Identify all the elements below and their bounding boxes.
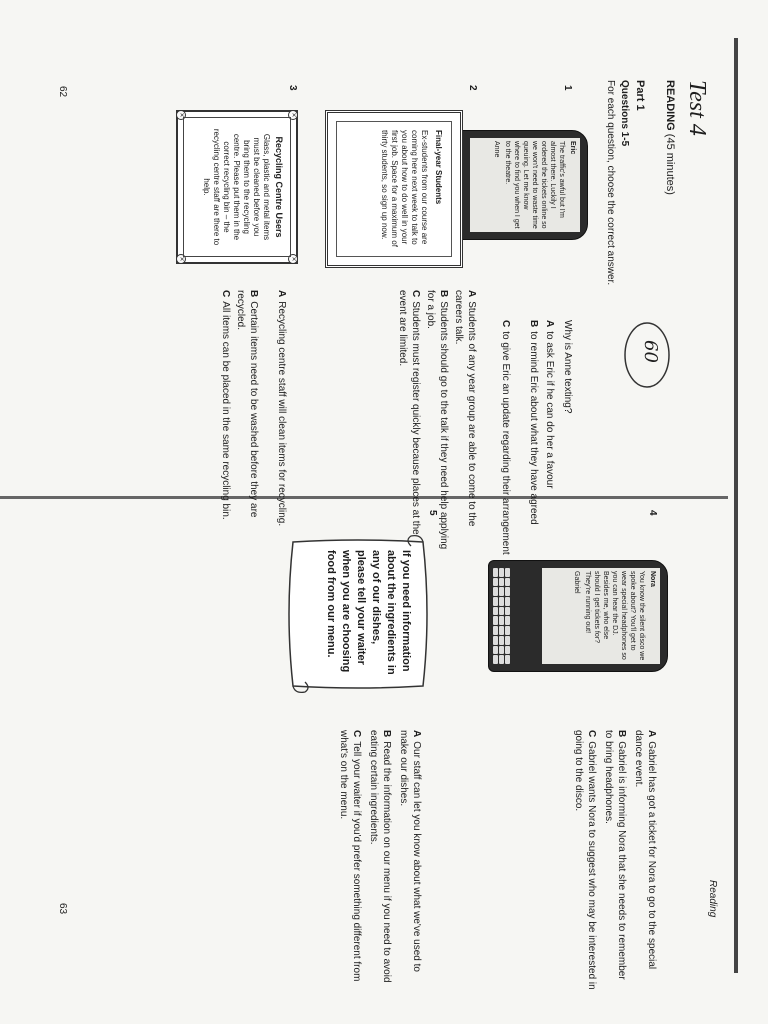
q1-option-b[interactable]: Bto remind Eric about what they have agreed [528, 320, 539, 525]
q1-option-a[interactable]: Ato ask Eric if he can do her a favour [544, 320, 555, 489]
center-fold [0, 496, 728, 499]
q1-message-text: The traffic's awful but I'm almost there. Luckily I ordered the tickets online so we won't need to waste time queuing. Let me know where to find you when I get to the theatre. [504, 141, 565, 229]
screw-icon: ✕ [288, 110, 298, 120]
q4-option-c[interactable]: CGabriel wants Nora to suggest who may be interested in going to the disco. [573, 730, 597, 990]
q5-option-b[interactable]: BRead the information on our menu if you need to avoid eating certain ingredients. [368, 730, 392, 983]
q5-notice-text: If you need information about the ingredients in any of our dishes, please tell your waiter when you are choosing food from our menu. [325, 550, 412, 675]
q5-number: 5 [427, 510, 438, 516]
q1-phone-screen [470, 138, 580, 232]
part-heading: Part 1 [634, 80, 646, 111]
q2-option-b[interactable]: BStudents should go to the talk if they need help applying for a job. [425, 290, 449, 550]
q3-option-c[interactable]: CAll items can be placed in the same recycling bin. [220, 290, 231, 520]
q1-sender: Eric [569, 141, 576, 155]
q4-message-text: You know the silent disco we spoke about? You'll get to wear special headphones so you can hear the DJ. Besides me, who else should I get tickets for? They're running out! [584, 571, 645, 661]
q3-option-a[interactable]: ARecycling centre staff will clean items for recycling. [276, 290, 287, 527]
q4-number: 4 [647, 510, 658, 516]
left-page-number: 62 [57, 86, 68, 98]
q1-option-c[interactable]: Cto give Eric an update regarding their arrangement [500, 320, 511, 555]
instructions: For each question, choose the correct answer. [605, 80, 616, 286]
q2-notice-title: Final-year Students [434, 130, 443, 205]
questions-heading: Questions 1-5 [619, 80, 630, 147]
running-head: Reading [707, 880, 718, 918]
q5-option-c[interactable]: CTell your waiter if you'd prefer something different from what's on the menu. [338, 730, 362, 982]
section-time: (45 minutes) [664, 133, 676, 195]
q5-notice [283, 530, 433, 698]
q5-option-a[interactable]: AOur staff can let you know about what we've used to make our dishes. [398, 730, 422, 972]
q2-notice-text: Ex-students from our course are coming here next week to talk to you about how to do well in your first job. Space for a maximum of thirty students, so sign up now. [380, 130, 429, 247]
q4-signoff: Gabriel [573, 571, 580, 594]
q4-option-a[interactable]: AGabriel has got a ticket for Nora to go to the special dance event. [633, 730, 657, 970]
q4-sender: Nora [649, 571, 656, 587]
screw-icon: ✕ [176, 254, 186, 264]
q1-signoff: Anne [493, 141, 500, 158]
q2-number: 2 [467, 85, 478, 91]
test-title: Test 4 [684, 80, 710, 136]
score-value: 60 [640, 340, 661, 363]
right-page-number: 63 [57, 903, 68, 915]
q4-phone-screen [542, 568, 660, 664]
q3-number: 3 [287, 85, 298, 91]
q3-notice-title: Recycling Centre Users [274, 136, 284, 238]
screw-icon: ✕ [176, 110, 186, 120]
screw-icon: ✕ [288, 254, 298, 264]
q3-notice [176, 110, 298, 264]
q2-notice [325, 110, 463, 268]
q2-option-a[interactable]: AStudents of any year group are able to come to the careers talk. [453, 290, 477, 527]
q1-question: Why is Anne texting? [562, 320, 573, 414]
q3-notice-text: Glass, plastic and metal items must be cleaned before you bring them to the recycling centre. Please put them in the correct recycling bin – the recycling centre staff are there to help. [202, 128, 271, 246]
section-label: READING [664, 80, 676, 131]
q4-option-b[interactable]: BGabriel is informing Nora that she needs to remember to bring headphones. [603, 730, 627, 980]
q4-phone [488, 560, 668, 672]
q1-number: 1 [562, 85, 573, 91]
q2-option-c[interactable]: CStudents must register quickly because places at the event are limited. [397, 290, 421, 535]
q4-keyboard [493, 568, 510, 664]
q3-option-b[interactable]: BCertain items need to be washed before they are recycled. [235, 290, 259, 518]
section-heading [664, 80, 676, 195]
score-mark [621, 320, 673, 390]
top-rule [734, 38, 738, 973]
